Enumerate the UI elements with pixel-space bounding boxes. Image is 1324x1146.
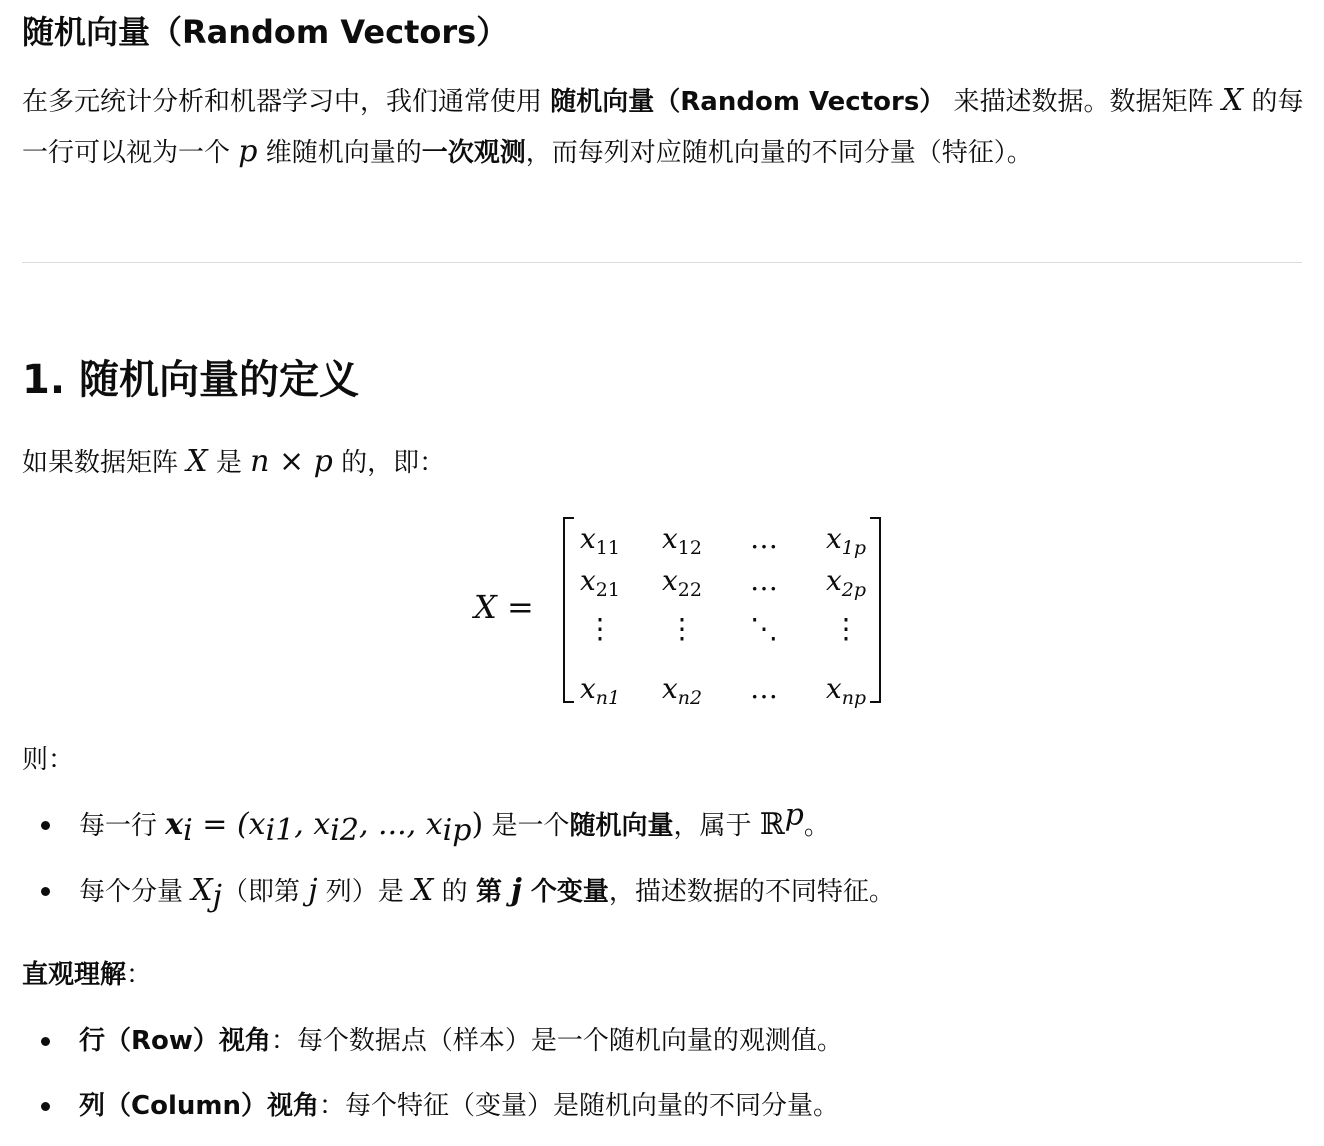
intro-bold-observation: 一次观测 <box>421 138 526 168</box>
matrix-cell: $x_{2p}$ <box>825 564 867 601</box>
matrix-cell: $x_{np}$ <box>825 672 867 708</box>
matrix-cell: $x_{21}$ <box>580 564 620 601</box>
intuition-bullets <box>22 1016 843 1146</box>
def-text-2: 是 <box>207 448 251 478</box>
matrix-cell: $x_{11}$ <box>580 522 620 559</box>
b1-math-2: , x <box>294 807 331 842</box>
matrix-lhs: X = <box>474 588 534 626</box>
matrix-cell: … <box>750 672 778 705</box>
matrix-cell: ⋮ <box>668 612 696 645</box>
b1-math-xi-sub: i <box>183 813 193 849</box>
intuition-label: 直观理解 <box>22 960 127 990</box>
intro-bold-term: 随机向量（Random Vectors） <box>550 87 946 117</box>
intro-text-4: 维随机向量的 <box>257 138 422 168</box>
section-heading: 1. 随机向量的定义 <box>22 357 359 403</box>
b1-math-3: , ..., x <box>358 807 443 842</box>
def-math-x: X <box>186 444 208 479</box>
b2-math-x: X <box>412 873 434 908</box>
bullet-column-view <box>22 1081 843 1131</box>
b2-text-3: 列）是 <box>317 877 413 907</box>
matrix-left-bracket <box>564 518 574 702</box>
matrix-equation <box>452 508 892 708</box>
b1-text-4: 。 <box>803 811 830 841</box>
b1-sub-3: ip <box>442 813 472 849</box>
matrix-cell: ⋮ <box>832 612 860 645</box>
def-math-dims: n × p <box>250 444 333 479</box>
bullet-row-vector <box>22 797 895 851</box>
b1-sub-2: i2 <box>330 813 359 849</box>
intro-math-p: p <box>238 134 258 169</box>
b2-text-1: 每个分量 <box>79 877 192 907</box>
then-label: 则： <box>22 745 75 775</box>
intro-text-2: 来描述数据。数据矩阵 <box>945 87 1222 117</box>
def-text-1: 如果数据矩阵 <box>22 448 187 478</box>
b2-text-4: 的 <box>433 877 476 907</box>
bullet-column-component <box>22 866 895 917</box>
b2-math-xj-sub: j <box>212 879 222 915</box>
b1-text-3: ，属于 <box>673 811 760 841</box>
b1-math-reals: ℝ <box>759 807 785 842</box>
matrix-cell: $x_{n2}$ <box>661 672 703 708</box>
definition-line <box>22 437 445 488</box>
row-view-label: 行（Row）视角 <box>79 1026 271 1056</box>
matrix-cell: $x_{n1}$ <box>579 672 621 708</box>
matrix-cell: ⋱ <box>750 612 778 645</box>
row-view-text: ：每个数据点（样本）是一个随机向量的观测值。 <box>270 1026 843 1056</box>
b1-text-1: 每一行 <box>79 811 166 841</box>
b2-bold-2: 个变量 <box>521 877 609 907</box>
matrix-cell: $x_{22}$ <box>662 564 702 601</box>
b1-math-1: = (x <box>192 807 266 842</box>
section-divider <box>22 262 1302 263</box>
matrix-right-bracket <box>870 518 880 702</box>
matrix-cell: ⋮ <box>586 612 614 645</box>
intuition-colon: ： <box>126 960 153 990</box>
intro-text-5: ，而每列对应随机向量的不同分量（特征）。 <box>525 138 1033 168</box>
b1-math-reals-sup: p <box>784 797 804 833</box>
column-view-text: ：每个特征（变量）是随机向量的不同分量。 <box>318 1091 839 1121</box>
intro-text-1: 在多元统计分析和机器学习中，我们通常使用 <box>22 87 551 117</box>
b1-math-xi: x <box>165 807 184 842</box>
b2-math-j: j <box>308 873 318 908</box>
column-view-label: 列（Column）视角 <box>79 1091 319 1121</box>
b1-text-2: 是一个 <box>483 811 570 841</box>
b1-bold: 随机向量 <box>569 811 674 841</box>
intro-math-x: X <box>1221 83 1244 118</box>
matrix-cell: … <box>750 522 778 555</box>
document-title: 随机向量（Random Vectors） <box>22 13 509 51</box>
b2-bold-math-j: j <box>511 873 522 908</box>
bullet-row-view <box>22 1016 843 1066</box>
b2-text-2: （即第 <box>221 877 309 907</box>
b2-text-5: ，描述数据的不同特征。 <box>608 877 895 907</box>
b1-sub-1: i1 <box>265 813 295 849</box>
b1-math-4: ) <box>471 807 484 842</box>
matrix-cell: $x_{1p}$ <box>825 522 867 559</box>
matrix-cells <box>580 522 866 708</box>
definition-bullets <box>22 797 895 932</box>
def-text-3: 的，即： <box>332 448 446 478</box>
matrix-cell: … <box>750 564 778 597</box>
matrix-cell: $x_{12}$ <box>662 522 702 559</box>
intro-text-3: 的每一行可以视为一个 <box>22 87 1304 168</box>
b2-math-xj: X <box>191 873 213 908</box>
intro-paragraph <box>22 76 1304 178</box>
b2-bold-1: 第 <box>475 877 511 907</box>
intuition-heading <box>22 950 152 1000</box>
